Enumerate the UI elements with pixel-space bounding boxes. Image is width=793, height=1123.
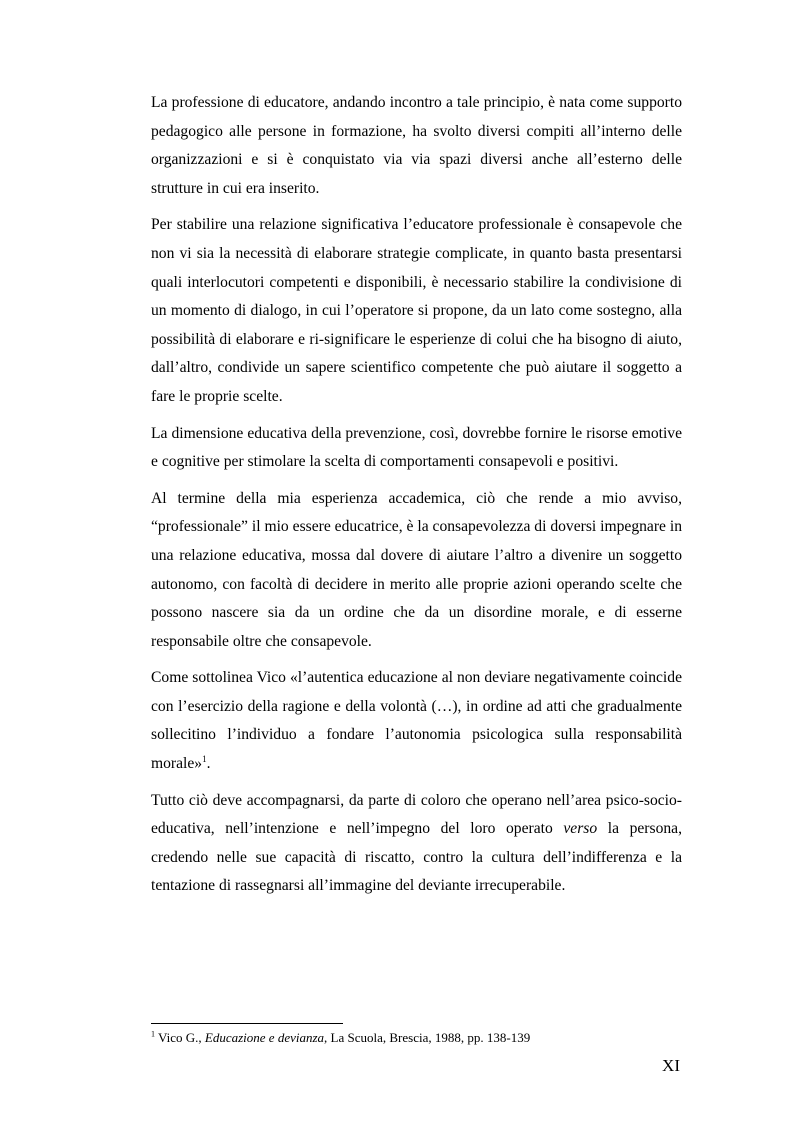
paragraph-2: Per stabilire una relazione significativa l’educatore professionale è consapevole che non vi sia la necessità di elaborare strategie complicate, in quanto basta presentarsi quali interlocutori competenti e disponibili, è necessario stabilire la condivisione di un momento di dialogo, in cui l’operatore si propone, da un lato come sostegno, alla possibilità di elaborare e ri-significare le esperienze di colui che ha bisogno di aiuto, dall’altro, condivide un sapere scientifico competente che può aiutare il soggetto a fare le proprie scelte. [151, 216, 682, 405]
paragraph-6 [151, 787, 682, 901]
footnote [151, 1030, 682, 1046]
footnote-separator [151, 1023, 343, 1024]
footnote-number: 1 [151, 1029, 155, 1039]
page-number: XI [662, 1056, 680, 1075]
footnote-author: Vico G., [155, 1030, 205, 1045]
quote-end: . [206, 755, 211, 773]
paragraph-3: La dimensione educativa della prevenzione, così, dovrebbe fornire le risorse emotive e cognitive per stimolare la scelta di comportamenti consapevoli e positivi. [151, 424, 682, 471]
paragraph-6-italic: verso [563, 820, 598, 838]
paragraph-4: Al termine della mia esperienza accademica, ciò che rende a mio avviso, “professionale” il mio essere educatrice, è la consapevolezza di doversi impegnare in una relazione educativa, mossa dal dovere di aiutare l’altro a divenire un soggetto autonomo, con facoltà di decidere in merito alle proprie azioni operando scelte che possono nascere sia da un ordine che da un disordine morale, e di esserne responsabile oltre che consapevole. [151, 489, 682, 650]
footnote-title: Educazione e devianza [204, 1030, 325, 1045]
footnote-reference: 1 [202, 753, 207, 764]
paragraph-6-start: Tutto ciò deve accompagnarsi, da parte di coloro che operano nell’area psico-socio-educativa, nell’intenzione e nell’impegno del loro operato [151, 791, 682, 838]
paragraph-1: La professione di educatore, andando incontro a tale principio, è nata come supporto pedagogico alle persone in formazione, ha svolto diversi compiti all’interno delle organizzazioni e si è conquistato via via spazi diversi anche all’esterno delle strutture in cui era inserito. [151, 94, 682, 197]
main-text [151, 89, 682, 909]
paragraph-5-quote [151, 664, 682, 778]
quote-text: Come sottolinea Vico «l’autentica educazione al non deviare negativamente coincide con l’esercizio della ragione e della volontà (…), in ordine ad atti che gradualmente sollecitino l’individuo a fondare l’autonomia psicologica sulla responsabilità morale» [151, 669, 682, 773]
footnote-details: , La Scuola, Brescia, 1988, pp. 138-139 [324, 1030, 531, 1045]
paragraph-6-end: la persona, credendo nelle sue capacità di riscatto, contro la cultura dell’indifferenza e la tentazione di rassegnarsi all’immagine del deviante irrecuperabile. [151, 820, 682, 895]
